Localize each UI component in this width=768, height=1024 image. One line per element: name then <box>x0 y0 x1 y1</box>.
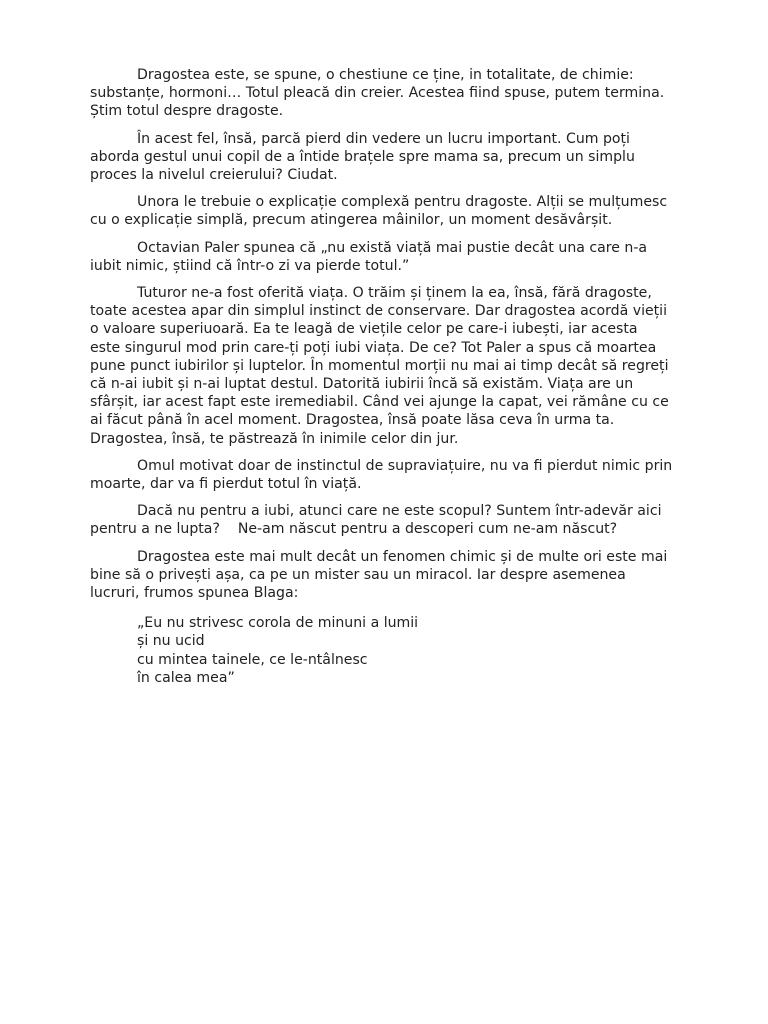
text-line: Omul motivat doar de instinctul de supraviațuire, nu va fi pierdut nimic prin <box>137 457 673 474</box>
text-line: toate acestea apar din simplul instinct de conservare. Dar dragostea acordă vieții <box>90 303 668 320</box>
poem-line: „Eu nu strivesc corola de minuni a lumii <box>137 615 419 632</box>
text-line: Unora le trebuie o explicație complexă pentru dragoste. Alții se mulțumesc <box>137 194 668 211</box>
paragraph-7 <box>90 502 678 538</box>
text-line: ai făcut până în acel moment. Dragostea, însă poate lăsa ceva în urma ta. <box>90 412 615 429</box>
text-line: sfârșit, iar acest fapt este iremediabil. Când vei ajunge la capat, vei rămâne cu ce <box>90 394 669 411</box>
text-line: aborda gestul unui copil de a întide brațele spre mama sa, precum un simplu <box>90 148 635 165</box>
text-line: Dragostea este mai mult decât un fenomen chimic și de multe ori este mai <box>137 548 668 565</box>
text-line: Știm totul despre dragoste. <box>90 103 284 120</box>
text-line: pune punct iubirilor și luptelor. În momentul morții nu mai ai timp decât să regreți <box>90 357 669 374</box>
paragraph-4 <box>90 239 678 275</box>
paragraph-6 <box>90 457 678 493</box>
text-line: lucruri, frumos spunea Blaga: <box>90 585 299 602</box>
document-page <box>90 66 678 687</box>
poem-quote <box>90 614 678 687</box>
text-line: moarte, dar va fi pierdut totul în viață. <box>90 476 362 493</box>
paragraph-3 <box>90 193 678 229</box>
text-line: o valoare superiuoară. Ea te leagă de viețile celor pe care-i iubești, iar acesta <box>90 321 638 338</box>
poem-line: în calea mea” <box>137 669 235 686</box>
paragraph-8 <box>90 548 678 603</box>
paragraph-2 <box>90 130 678 185</box>
text-line: bine să o privești așa, ca pe un mister sau un miracol. Iar despre asemenea <box>90 566 626 583</box>
text-line: cu o explicație simplă, precum atingerea mâinilor, un moment desăvârșit. <box>90 212 613 229</box>
text-line: substanțe, hormoni… Totul pleacă din creier. Acestea fiind spuse, putem termina. <box>90 85 665 102</box>
text-line: proces la nivelul creierului? Ciudat. <box>90 167 338 184</box>
text-line: că n-ai iubit și n-ai luptat destul. Datorită iubirii încă să existăm. Viața are un <box>90 376 634 393</box>
text-line: Octavian Paler spunea că „nu există viață mai pustie decât una care n-a <box>137 239 648 256</box>
poem-line: cu mintea tainele, ce le-ntâlnesc <box>137 651 368 668</box>
text-line: este singurul mod prin care-ți poți iubi viața. De ce? Tot Paler a spus că moartea <box>90 339 657 356</box>
text-line: În acest fel, însă, parcă pierd din vedere un lucru important. Cum poți <box>137 130 630 147</box>
paragraph-1 <box>90 66 678 121</box>
text-line: Dragostea este, se spune, o chestiune ce ține, in totalitate, de chimie: <box>137 67 634 83</box>
text-line: pentru a ne lupta? Ne-am născut pentru a descoperi cum ne-am născut? <box>90 521 618 538</box>
text-line: iubit nimic, știind că într-o zi va pierde totul.” <box>90 257 410 274</box>
text-line: Dacă nu pentru a iubi, atunci care ne este scopul? Suntem într-adevăr aici <box>137 503 662 520</box>
paragraph-5 <box>90 284 678 448</box>
text-line: Tuturor ne-a fost oferită viața. O trăim și ținem la ea, însă, fără dragoste, <box>137 285 652 302</box>
text-line: Dragostea, însă, te păstrează în inimile celor din jur. <box>90 430 459 447</box>
poem-line: și nu ucid <box>137 633 205 650</box>
